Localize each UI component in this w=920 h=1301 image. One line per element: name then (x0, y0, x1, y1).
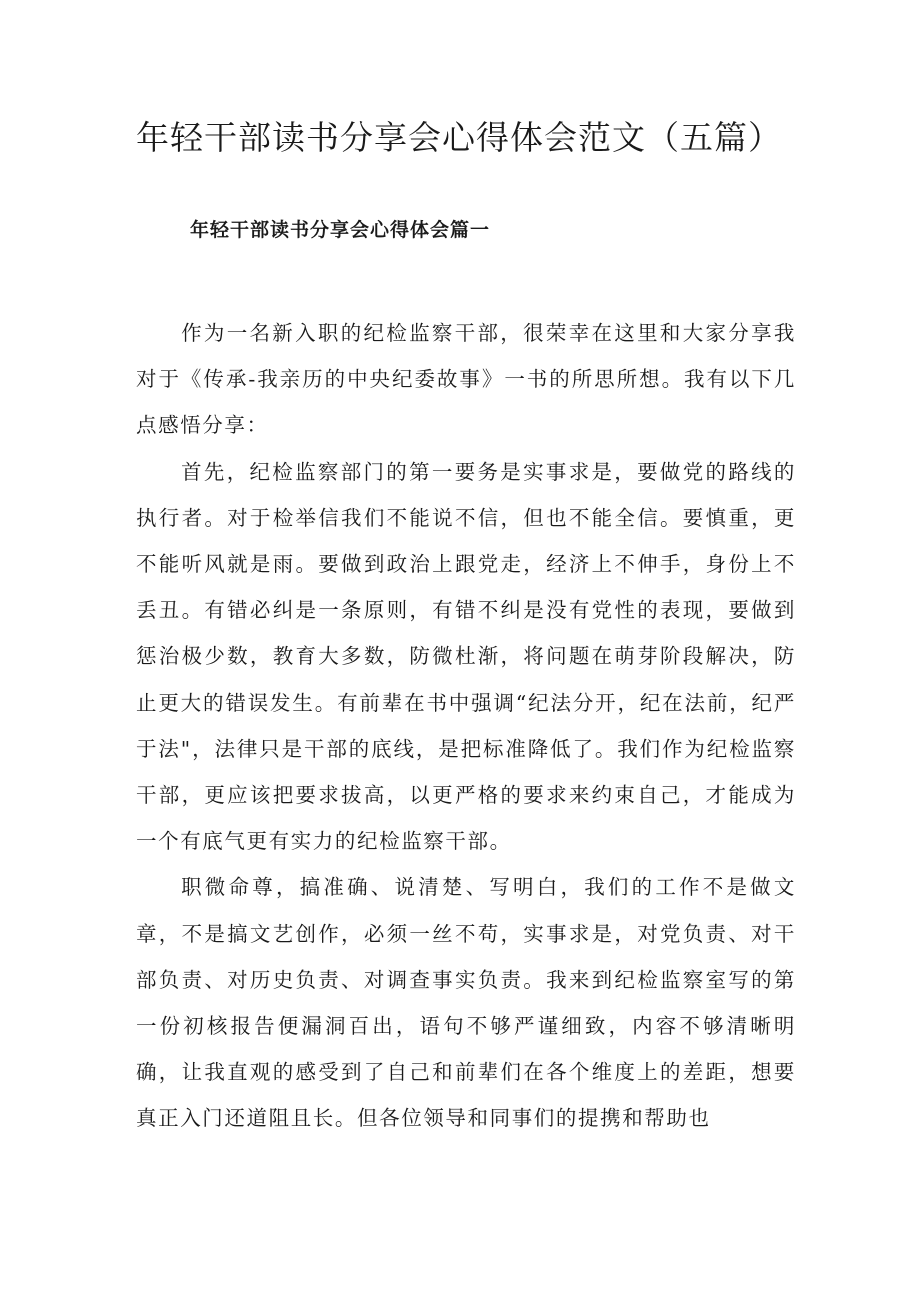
paragraph-first-point: 首先，纪检监察部门的第一要务是实事求是，要做党的路线的执行者。对于检举信我们不能说不信，但也不能全信。要慎重，更不能听风就是雨。要做到政治上跟党走，经济上不伸手，身份上不丢丑。有错必纠是一条原则，有错不纠是没有党性的表现，要做到惩治极少数，教育大多数，防微杜渐，将问题在萌芽阶段解决，防止更大的错误发生。有前辈在书中强调“纪法分开，纪在法前，纪严于法"，法律只是干部的底线，是把标准降低了。我们作为纪检监察干部，更应该把要求拔高，以更严格的要求来约束自己，才能成为一个有底气更有实力的纪检监察干部。 (136, 459, 796, 854)
section-heading: 年轻干部读书分享会心得体会篇一 (190, 219, 491, 241)
document-body (136, 310, 796, 1142)
paragraph-second-point: 职微命尊，搞准确、说清楚、写明白，我们的工作不是做文章，不是搞文艺创作，必须一丝不苟，实事求是，对党负责、对干部负责、对历史负责、对调查事实负责。我来到纪检监察室写的第一份初核报告便漏洞百出，语句不够严谨细致，内容不够清晰明确，让我直观的感受到了自己和前辈们在各个维度上的差距，想要真正入门还道阻且长。但各位领导和同事们的提携和帮助也 (136, 875, 796, 1131)
document-title: 年轻干部读书分享会心得体会范文（五篇） (136, 118, 782, 157)
paragraph-intro: 作为一名新入职的纪检监察干部，很荣幸在这里和大家分享我对于《传承-我亲历的中央纪委故事》一书的所思所想。我有以下几点感悟分享： (136, 321, 796, 438)
